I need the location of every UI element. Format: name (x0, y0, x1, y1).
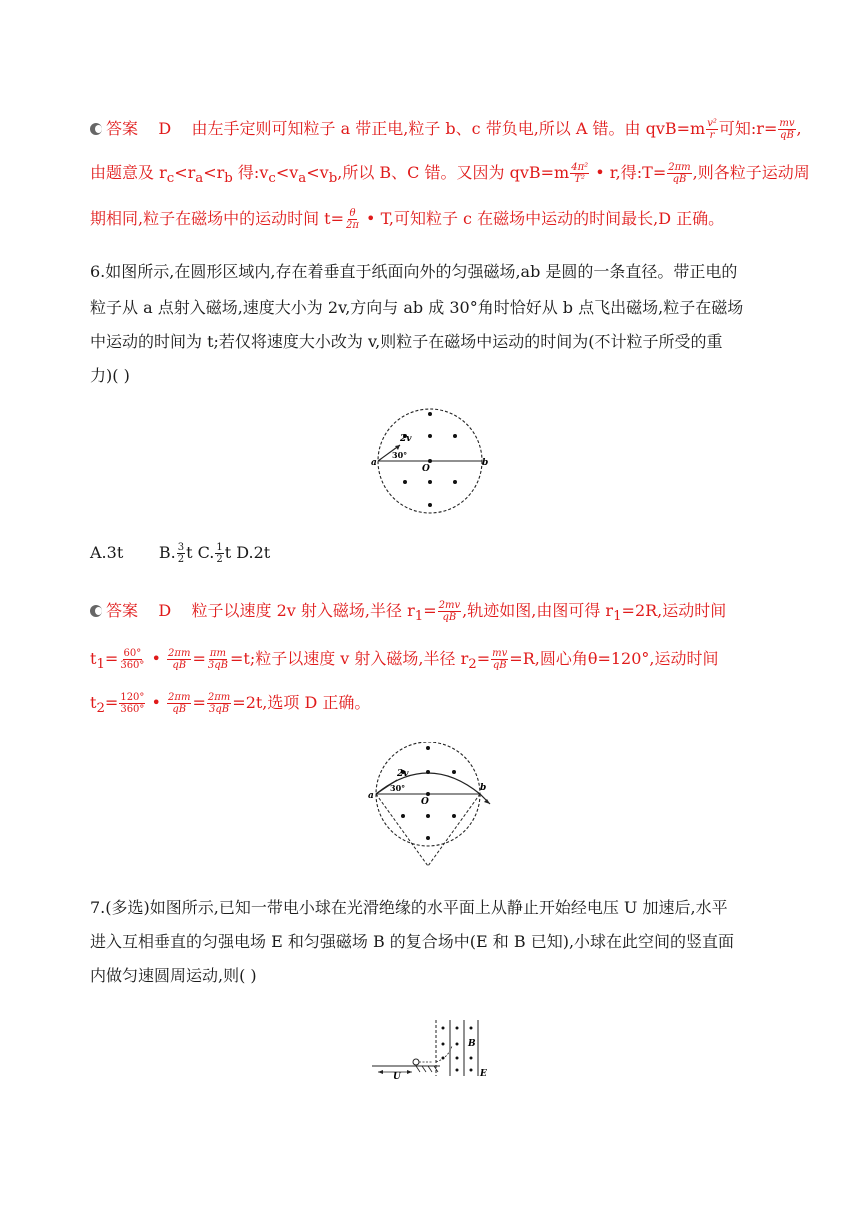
answer-text: 由左手定则可知粒子 a 带正电,粒子 b、c 带负电,所以 A 错。由 qvB=m (191, 119, 706, 138)
label-30deg: 30° (390, 783, 406, 793)
label-b-field: B (468, 1039, 476, 1049)
label-b: b (480, 783, 487, 793)
subscript: c (166, 171, 175, 187)
answer-label: 答案 (106, 119, 139, 138)
answer-text: ,所以 B、C 错。又因为 qvB=m (337, 163, 570, 182)
answer-text: = (104, 693, 119, 712)
question-7-line-2: 进入互相垂直的匀强电场 E 和匀强磁场 B 的复合场中(E 和 B 已知),小球在此空间的竖直面 (90, 932, 735, 951)
answer-text: = (423, 601, 437, 620)
label-2v: 2v (397, 769, 409, 779)
option-b (158, 542, 193, 565)
question-6-options (90, 542, 780, 565)
fraction: $\frac{2mv}{qB}$ (438, 600, 461, 623)
question-6-line-2: 粒子从 a 点射入磁场,速度大小为 2v,方向与 ab 成 30°角时恰好从 b 点飞出磁场,粒子在磁场 (90, 298, 744, 317)
subscript: b (328, 171, 338, 187)
answer-text: <r (203, 163, 225, 182)
field-dots (403, 412, 457, 507)
fraction: $\frac{2\pi m}{3qB}$ (207, 692, 231, 715)
answer-text: t (90, 649, 97, 668)
label-b: b (482, 458, 489, 468)
fraction: $\frac{3}{2}$ (177, 542, 185, 565)
answer-text: =2R,运动时间 (621, 601, 727, 620)
fraction: $\frac{2\pi m}{qB}$ (668, 162, 691, 185)
answer-text: =t;粒子以速度 v 射入磁场,半径 r (229, 649, 469, 668)
answer-text: <r (174, 163, 196, 182)
answer-5-line-1 (90, 118, 802, 141)
fraction: $\frac{120^\circ}{360^\circ}$ (120, 692, 145, 715)
answer-choice: D (158, 119, 172, 138)
answer-choice: D (158, 601, 172, 620)
answer-text: • (146, 693, 167, 712)
subscript: 1 (613, 609, 622, 625)
fraction: $\frac{mv}{qB}$ (492, 648, 508, 671)
answer-label: 答案 (106, 601, 139, 620)
answer-text: ,轨迹如图,由图可得 r (462, 601, 614, 620)
fraction: $\frac{mv}{qB}$ (779, 118, 795, 141)
answer-text: = (104, 649, 119, 668)
fraction: $\frac{1}{2}$ (216, 542, 223, 565)
answer-5-line-2 (90, 162, 810, 189)
subscript: c (268, 171, 276, 187)
answer-text: 由题意及 r (90, 163, 167, 182)
label-30deg: 30° (392, 450, 408, 460)
answer-icon (90, 123, 102, 135)
subscript: 1 (414, 609, 424, 625)
surface-hatching (416, 1066, 438, 1072)
subscript: a (195, 171, 204, 187)
label-o: O (422, 464, 430, 474)
subscript: b (224, 171, 233, 187)
answer-6-figure (366, 742, 496, 872)
label-a: a (368, 791, 374, 801)
question-7-figure (368, 1018, 498, 1082)
subscript: 2 (96, 701, 105, 717)
fraction: $\frac{\theta}{2\pi}$ (346, 208, 359, 231)
answer-5-line-3 (90, 208, 780, 231)
answer-text: 期相同,粒子在磁场中的运动时间 t= (90, 209, 345, 228)
label-o: O (421, 797, 429, 807)
subscript: a (298, 171, 307, 187)
answer-text: t (90, 693, 97, 712)
label-e-field: E (480, 1069, 487, 1079)
fraction: $\frac{\pi m}{3qB}$ (207, 648, 228, 671)
answer-text: =R,圆心角θ=120°,运动时间 (509, 649, 719, 668)
answer-text: • (146, 649, 167, 668)
answer-6-line-3 (90, 692, 780, 719)
answer-6-line-1 (90, 600, 780, 627)
radius-line-b (428, 794, 480, 866)
option-suffix: t (224, 543, 232, 562)
answer-text: =2t,选项 D 正确。 (232, 693, 371, 712)
answer-text: 粒子以速度 2v 射入磁场,半径 r (191, 601, 415, 620)
answer-text: 可知:r= (718, 119, 778, 138)
question-6-line-1: 6.如图所示,在圆形区域内,存在着垂直于纸面向外的匀强磁场,ab 是圆的一条直径。带正电的 (90, 262, 738, 281)
answer-text: <v (306, 163, 329, 182)
option-prefix: C. (197, 543, 215, 562)
answer-text: ,则各粒子运动周 (692, 163, 810, 182)
label-u: U (393, 1072, 401, 1082)
answer-text: = (192, 649, 206, 668)
exit-arrow-head (484, 799, 490, 804)
voltage-arrow-left (378, 1070, 383, 1074)
fraction: $\frac{60^\circ}{360^\circ}$ (120, 648, 145, 671)
answer-text: , (796, 119, 802, 138)
option-a: A.3t (90, 543, 124, 562)
charged-ball (413, 1059, 419, 1065)
fraction: $\frac{\text{4π²}}{\text{T²}}$ (571, 162, 589, 185)
answer-6-line-2 (90, 648, 780, 675)
fraction: $\frac{2\pi m}{qB}$ (168, 692, 191, 715)
answer-text: = (476, 649, 491, 668)
voltage-arrow-right (407, 1070, 412, 1074)
question-6-line-4: 力)( ) (90, 366, 130, 385)
option-d: D.2t (236, 543, 271, 562)
option-prefix: B. (158, 543, 176, 562)
answer-icon (90, 605, 102, 617)
answer-text: = (192, 693, 206, 712)
fraction: $\frac{2\pi m}{qB}$ (168, 648, 191, 671)
answer-text: <v (275, 163, 299, 182)
field-dots (442, 1027, 473, 1072)
label-2v: 2v (400, 434, 412, 444)
label-a: a (371, 458, 377, 468)
subscript: 2 (468, 657, 477, 673)
question-7-line-3: 内做匀速圆周运动,则( ) (90, 966, 257, 985)
question-6-figure (370, 408, 490, 518)
option-suffix: t (186, 543, 193, 562)
field-dots (401, 746, 456, 840)
subscript: 1 (96, 657, 105, 673)
answer-text: • T,可知粒子 c 在磁场中运动的时间最长,D 正确。 (360, 209, 725, 228)
question-6-line-3: 中运动的时间为 t;若仅将速度大小改为 v,则粒子在磁场中运动的时间为(不计粒子所受的重 (90, 332, 723, 351)
option-c (197, 542, 232, 565)
fraction: $\frac{\text{v²}}{r}$ (707, 118, 717, 141)
answer-text: • r,得:T= (590, 163, 667, 182)
answer-text: 得:v (232, 163, 269, 182)
question-7-line-1: 7.(多选)如图所示,已知一带电小球在光滑绝缘的水平面上从静止开始经电压 U 加速后,水平 (90, 898, 728, 917)
